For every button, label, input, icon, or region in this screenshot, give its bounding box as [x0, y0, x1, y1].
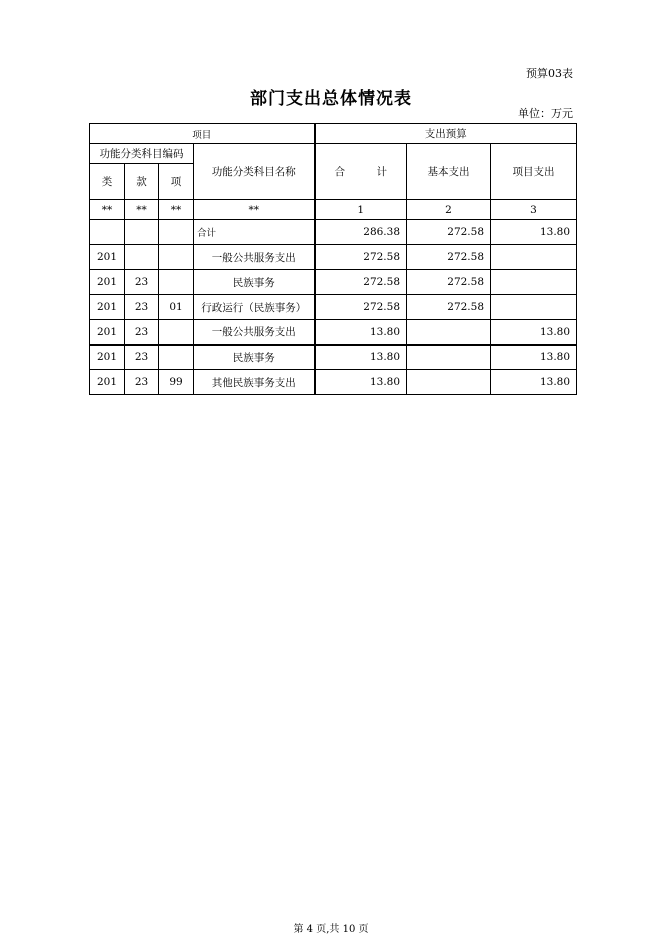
cell-name: 一般公共服务支出 — [194, 320, 315, 345]
cell-project: 13.80 — [491, 220, 577, 245]
cell-basic — [407, 370, 491, 395]
index-cell: 2 — [407, 200, 491, 220]
cell-xiang — [159, 320, 194, 345]
header-item: 项目 — [90, 124, 315, 144]
header-total: 合 计 — [315, 144, 407, 200]
header-kuan: 款 — [125, 164, 159, 200]
unit-label: 单位：万元 — [518, 107, 573, 120]
cell-name: 民族事务 — [194, 270, 315, 295]
form-number: 预算03表 — [526, 67, 573, 80]
cell-total: 272.58 — [315, 270, 407, 295]
cell-total: 272.58 — [315, 245, 407, 270]
cell-project — [491, 270, 577, 295]
cell-project: 13.80 — [491, 320, 577, 345]
cell-kuan: 23 — [125, 270, 159, 295]
cell-kuan — [125, 220, 159, 245]
table-row — [90, 270, 577, 295]
cell-basic — [407, 320, 491, 345]
cell-basic: 272.58 — [407, 245, 491, 270]
cell-project: 13.80 — [491, 345, 577, 370]
header-code: 功能分类科目编码 — [90, 144, 194, 164]
header-project: 项目支出 — [491, 144, 577, 200]
cell-xiang — [159, 345, 194, 370]
cell-basic: 272.58 — [407, 295, 491, 320]
cell-total: 13.80 — [315, 320, 407, 345]
header-lei: 类 — [90, 164, 125, 200]
cell-name: 民族事务 — [194, 345, 315, 370]
page-footer: 第 4 页,共 10 页 — [293, 924, 369, 935]
cell-basic — [407, 345, 491, 370]
cell-kuan: 23 — [125, 345, 159, 370]
cell-lei: 201 — [90, 345, 125, 370]
cell-lei — [90, 220, 125, 245]
table-row — [90, 320, 577, 345]
cell-total: 272.58 — [315, 295, 407, 320]
header-xiang: 项 — [159, 164, 194, 200]
header-name: 功能分类科目名称 — [194, 144, 315, 200]
cell-lei: 201 — [90, 245, 125, 270]
index-cell: 3 — [491, 200, 577, 220]
index-cell: 1 — [315, 200, 407, 220]
cell-kuan: 23 — [125, 370, 159, 395]
index-cell: ** — [194, 200, 315, 220]
index-cell: ** — [159, 200, 194, 220]
table-row — [90, 345, 577, 370]
table-row — [90, 370, 577, 395]
header-basic: 基本支出 — [407, 144, 491, 200]
cell-project: 13.80 — [491, 370, 577, 395]
cell-name: 其他民族事务支出 — [194, 370, 315, 395]
cell-basic: 272.58 — [407, 270, 491, 295]
cell-name: 行政运行（民族事务） — [194, 295, 315, 320]
cell-lei: 201 — [90, 295, 125, 320]
table-row — [90, 295, 577, 320]
cell-lei: 201 — [90, 320, 125, 345]
cell-total: 13.80 — [315, 370, 407, 395]
cell-name: 一般公共服务支出 — [194, 245, 315, 270]
header-budget: 支出预算 — [315, 124, 577, 144]
cell-name: 合计 — [194, 220, 315, 245]
cell-kuan: 23 — [125, 295, 159, 320]
cell-basic: 272.58 — [407, 220, 491, 245]
cell-lei: 201 — [90, 270, 125, 295]
expenditure-table — [89, 123, 577, 395]
cell-xiang — [159, 220, 194, 245]
table-row — [90, 220, 577, 245]
index-cell: ** — [90, 200, 125, 220]
cell-xiang: 99 — [159, 370, 194, 395]
cell-xiang: 01 — [159, 295, 194, 320]
index-cell: ** — [125, 200, 159, 220]
cell-lei: 201 — [90, 370, 125, 395]
cell-kuan — [125, 245, 159, 270]
cell-total: 286.38 — [315, 220, 407, 245]
cell-kuan: 23 — [125, 320, 159, 345]
cell-xiang — [159, 245, 194, 270]
cell-xiang — [159, 270, 194, 295]
cell-project — [491, 295, 577, 320]
cell-project — [491, 245, 577, 270]
page-title: 部门支出总体情况表 — [250, 89, 412, 109]
table-row — [90, 245, 577, 270]
cell-total: 13.80 — [315, 345, 407, 370]
index-row — [90, 200, 577, 220]
